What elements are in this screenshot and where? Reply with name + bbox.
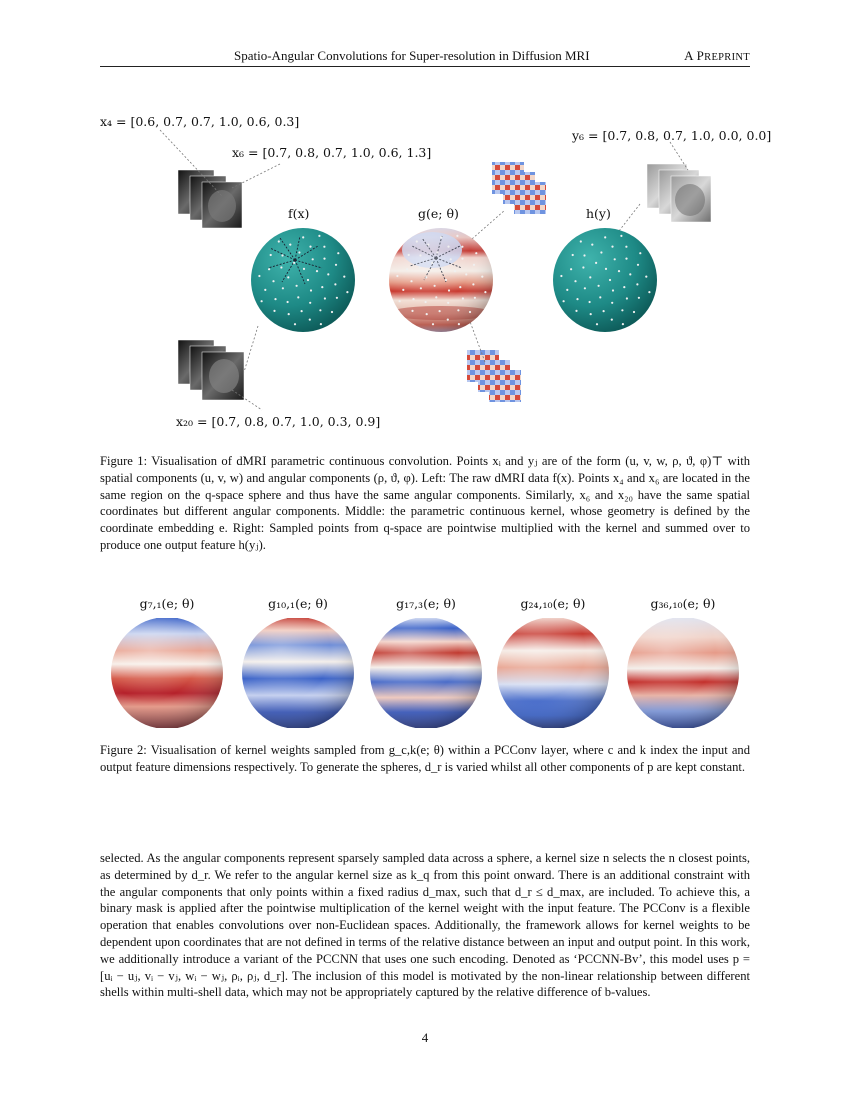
sample-point bbox=[303, 268, 305, 270]
sample-point bbox=[273, 310, 275, 312]
body-paragraph: selected. As the angular components represent sparsely sampled data across a sphere, a kernel size n selects the n closest points, as determined by d_r. We refer to the angular kernel size as k_q from this point onward. There is an additional constraint with the angular components that only points within a fixed radius d_max, such that d_r ≤ d_max, are included. To achieve this, a binary mask is applied after the pointwise multiplication of the kernel weight with the input feature. The PCConv is a flexible operation that enables convolutions over non-Euclidean spaces. Additionally, the framework allows for kernel weights to be dependent upon coordinates that are not defined in terms of the relative distance between an input and output point. In this work, we additionally introduce a variant of the PCCNN that uses one such encoding. Denoted as ‘PCCNN-Bv’, this model uses p = [uᵢ − uⱼ, vᵢ − vⱼ, wᵢ − wⱼ, ρᵢ, ρⱼ, d_r]. The inclusion of this model is motivated by the non-linear relationship between different shells within multi-shell data, which may not be appropriately captured by the relative difference of b-values. bbox=[100, 851, 750, 1000]
sample-point bbox=[272, 280, 274, 282]
kernel-label-3: g₁₇,₃(e; θ) bbox=[396, 596, 456, 611]
sample-point bbox=[618, 270, 620, 272]
preprint-label: A PREPRINT bbox=[684, 48, 750, 63]
figure-2-caption: Figure 2: Visualisation of kernel weights sampled from g_c,k(e; θ) within a PCConv layer, where c and k index the input and output feature dimensions respectively. To generate the spheres, d_r is varied whilst all other components of p are kept constant. bbox=[100, 743, 750, 774]
sample-point bbox=[576, 298, 578, 300]
page-number: 4 bbox=[421, 1030, 429, 1045]
sphere-f-x bbox=[251, 228, 355, 332]
sample-point bbox=[584, 287, 586, 289]
sample-point bbox=[457, 309, 459, 311]
sample-point bbox=[447, 246, 449, 248]
sample-point bbox=[420, 287, 422, 289]
sample-point bbox=[636, 283, 638, 285]
sample-point bbox=[425, 276, 427, 278]
sample-point bbox=[612, 289, 614, 291]
sample-point bbox=[411, 310, 413, 312]
sample-point bbox=[402, 289, 404, 291]
sample-point bbox=[598, 285, 600, 287]
kernel-label-5: g₃₆,₁₀(e; θ) bbox=[650, 596, 716, 611]
sample-point bbox=[316, 270, 318, 272]
sample-point bbox=[614, 258, 616, 260]
sample-point bbox=[324, 297, 326, 299]
sample-point bbox=[320, 323, 322, 325]
sample-point bbox=[309, 319, 311, 321]
sample-point bbox=[418, 266, 420, 268]
sample-point bbox=[406, 268, 408, 270]
sample-point bbox=[458, 323, 460, 325]
sample-point bbox=[278, 240, 280, 242]
sample-point bbox=[465, 273, 467, 275]
sample-point bbox=[596, 323, 598, 325]
sample-point bbox=[611, 246, 613, 248]
sample-point bbox=[639, 252, 641, 254]
sample-point bbox=[296, 285, 298, 287]
kernel-label-1: g₇,₁(e; θ) bbox=[139, 596, 195, 611]
sample-point bbox=[473, 264, 475, 266]
mri-stack-top-left bbox=[178, 170, 242, 228]
sample-point bbox=[570, 268, 572, 270]
sample-point bbox=[595, 262, 597, 264]
sample-point bbox=[445, 279, 447, 281]
sample-point bbox=[566, 289, 568, 291]
kernel-sphere-4 bbox=[497, 618, 609, 728]
sample-point bbox=[575, 310, 577, 312]
figure-1-caption: Figure 1: Visualisation of dMRI parametric continuous convolution. Points xᵢ and yⱼ are of the form (u, v, w, ρ, ϑ, φ)⊤ with spatial components (u, v, w) and angular components (ρ, ϑ, φ). Left: The raw dMRI data f(x). Points x₄ and x₆ are located in the same region on the q-space sphere and thus have the same angular components. Similarly, x₆ and x₂₀ have the same spatial coordinates but different angular components. Middle: the parametric continuous kernel, whose geometry is defined by the coordinate embedding e. Right: Sampled points from q-space are pointwise multiplied with the kernel and summed over to produce one output feature h(yⱼ). bbox=[100, 454, 750, 552]
mri-stack-right bbox=[647, 164, 711, 222]
kernel-sphere-3 bbox=[370, 618, 482, 728]
kernel-sphere-2 bbox=[242, 618, 354, 728]
sample-point bbox=[439, 310, 441, 312]
sample-point bbox=[331, 311, 333, 313]
sphere-g-kernel bbox=[385, 224, 497, 336]
sample-point bbox=[633, 311, 635, 313]
sample-point bbox=[574, 280, 576, 282]
sample-point bbox=[625, 258, 627, 260]
kernel-label-2: g₁₀,₁(e; θ) bbox=[268, 596, 328, 611]
sample-point bbox=[462, 297, 464, 299]
sample-point bbox=[294, 323, 296, 325]
kernel-patch-top bbox=[492, 162, 546, 214]
header-rule bbox=[100, 66, 750, 67]
sample-point bbox=[611, 319, 613, 321]
sample-point bbox=[425, 301, 427, 303]
sample-point bbox=[481, 276, 483, 278]
sample-point bbox=[560, 275, 562, 277]
sample-point bbox=[432, 323, 434, 325]
sample-point bbox=[270, 254, 272, 256]
sample-point bbox=[637, 264, 639, 266]
sample-point bbox=[334, 283, 336, 285]
label-x6: x₆ = [0.7, 0.8, 0.7, 1.0, 0.6, 1.3] bbox=[232, 145, 432, 160]
figure-2-graphic bbox=[0, 618, 850, 728]
sample-point bbox=[474, 297, 476, 299]
sample-point bbox=[319, 309, 321, 311]
sample-point bbox=[408, 254, 410, 256]
sample-point bbox=[626, 297, 628, 299]
sample-point bbox=[261, 300, 263, 302]
sample-point bbox=[282, 287, 284, 289]
sample-point bbox=[448, 289, 450, 291]
sample-point bbox=[459, 286, 461, 288]
sample-point bbox=[399, 300, 401, 302]
sample-point bbox=[623, 286, 625, 288]
sample-point bbox=[318, 235, 320, 237]
sample-point bbox=[335, 264, 337, 266]
sample-point bbox=[434, 285, 436, 287]
sample-point bbox=[648, 291, 650, 293]
label-x20: x₂₀ = [0.7, 0.8, 0.7, 1.0, 0.3, 0.9] bbox=[176, 414, 381, 429]
sample-point bbox=[268, 268, 270, 270]
sample-point bbox=[447, 319, 449, 321]
sample-point bbox=[427, 244, 429, 246]
sample-point bbox=[264, 289, 266, 291]
sample-point bbox=[625, 246, 627, 248]
sample-point bbox=[297, 296, 299, 298]
label-h-y: h(y) bbox=[586, 206, 611, 221]
sample-point bbox=[337, 252, 339, 254]
kernel-label-4: g₂₄,₁₀(e; θ) bbox=[520, 596, 586, 611]
sample-point bbox=[590, 313, 592, 315]
sample-point bbox=[440, 236, 442, 238]
kernel-sphere-5 bbox=[627, 618, 739, 728]
sample-point bbox=[310, 289, 312, 291]
sample-point bbox=[410, 280, 412, 282]
sample-point bbox=[309, 246, 311, 248]
sample-point bbox=[447, 302, 449, 304]
sample-point bbox=[580, 240, 582, 242]
sample-point bbox=[475, 252, 477, 254]
sample-point bbox=[416, 240, 418, 242]
running-title: Spatio-Angular Convolutions for Super-resolution in Diffusion MRI bbox=[234, 48, 590, 63]
sample-point bbox=[589, 301, 591, 303]
sample-point bbox=[454, 270, 456, 272]
sample-point bbox=[327, 273, 329, 275]
sample-point bbox=[321, 286, 323, 288]
sample-point bbox=[289, 244, 291, 246]
sample-point bbox=[287, 276, 289, 278]
label-y6: y₆ = [0.7, 0.8, 0.7, 1.0, 0.0, 0.0] bbox=[572, 128, 772, 143]
sample-point bbox=[629, 273, 631, 275]
sample-point bbox=[622, 323, 624, 325]
sample-point bbox=[620, 235, 622, 237]
sample-point bbox=[611, 302, 613, 304]
sample-point bbox=[426, 313, 428, 315]
sample-point bbox=[281, 254, 283, 256]
sample-point bbox=[605, 268, 607, 270]
sample-point bbox=[621, 309, 623, 311]
sample-point bbox=[298, 251, 300, 253]
sample-point bbox=[603, 310, 605, 312]
sample-point bbox=[346, 291, 348, 293]
sample-point bbox=[469, 311, 471, 313]
sample-point bbox=[323, 246, 325, 248]
sample-point bbox=[600, 251, 602, 253]
sample-point bbox=[309, 302, 311, 304]
sample-point bbox=[419, 254, 421, 256]
sample-point bbox=[312, 258, 314, 260]
sample-point bbox=[563, 300, 565, 302]
sample-point bbox=[472, 283, 474, 285]
sample-point bbox=[599, 296, 601, 298]
sample-point bbox=[638, 297, 640, 299]
kernel-patch-bottom bbox=[467, 350, 521, 402]
sample-point bbox=[396, 275, 398, 277]
sample-point bbox=[591, 244, 593, 246]
sample-point bbox=[274, 298, 276, 300]
sample-point bbox=[412, 298, 414, 300]
running-header bbox=[100, 48, 750, 68]
sample-point bbox=[572, 254, 574, 256]
mri-stack-bottom-left bbox=[178, 340, 244, 400]
sample-point bbox=[450, 258, 452, 260]
sample-point bbox=[456, 235, 458, 237]
sphere-h-y bbox=[553, 228, 657, 332]
sample-point bbox=[436, 251, 438, 253]
sample-point bbox=[431, 262, 433, 264]
sample-point bbox=[484, 291, 486, 293]
sample-point bbox=[461, 246, 463, 248]
sample-point bbox=[435, 296, 437, 298]
kernel-sphere-1 bbox=[111, 618, 223, 728]
sample-point bbox=[301, 310, 303, 312]
sample-point bbox=[307, 279, 309, 281]
sample-point bbox=[645, 276, 647, 278]
sample-point bbox=[343, 276, 345, 278]
sample-point bbox=[604, 236, 606, 238]
sample-point bbox=[287, 301, 289, 303]
sample-point bbox=[461, 258, 463, 260]
sample-point bbox=[288, 313, 290, 315]
sample-point bbox=[336, 297, 338, 299]
sample-point bbox=[583, 254, 585, 256]
sample-point bbox=[589, 276, 591, 278]
sample-point bbox=[293, 262, 295, 264]
sample-point bbox=[323, 258, 325, 260]
sample-point bbox=[441, 268, 443, 270]
sample-point bbox=[258, 275, 260, 277]
label-f-x: f(x) bbox=[288, 206, 310, 221]
label-x4: x₄ = [0.6, 0.7, 0.7, 1.0, 0.6, 0.3] bbox=[100, 114, 300, 129]
label-g-kernel: g(e; θ) bbox=[418, 206, 459, 221]
sample-point bbox=[582, 266, 584, 268]
sample-point bbox=[302, 236, 304, 238]
sample-point bbox=[280, 266, 282, 268]
sample-point bbox=[609, 279, 611, 281]
